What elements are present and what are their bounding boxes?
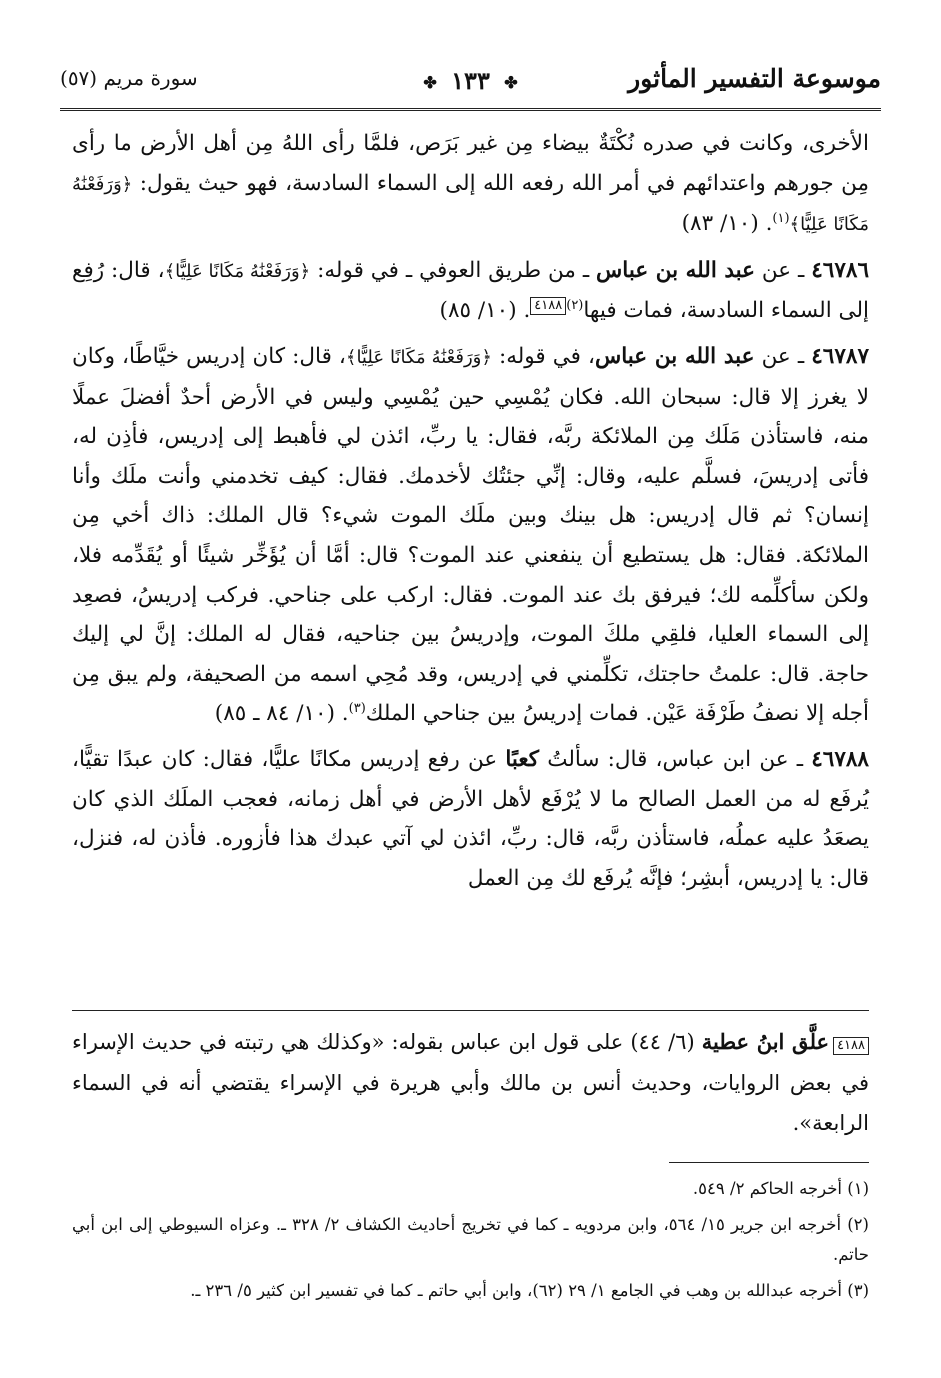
commentary-ref-box: ٤١٨٨ — [530, 297, 566, 315]
text-run: ـ عن — [761, 343, 805, 369]
footnote-divider — [669, 1162, 869, 1163]
commentary-lead: علَّق ابنُ عطية — [701, 1029, 830, 1054]
hadith-number: ٤٦٧٨٦ — [811, 257, 869, 283]
text-run: ـ عن ابن عباس، قال: سألتُ — [547, 746, 804, 772]
quran-quote: ﴿وَرَفَعْنَٰهُ مَكَانًا عَلِيًّا﴾ — [345, 346, 492, 368]
hadith-number: ٤٦٧٨٨ — [811, 746, 869, 772]
volume-reference: . (١٠/ ٨٥) — [439, 298, 531, 324]
commentary-divider — [72, 1010, 869, 1011]
narrator: عبد الله بن عباس — [595, 343, 755, 369]
text-run: عن رفع إدريس مكانًا عليًّا، فقال: كان عبدًا تقيًّا، يُرفَع له من العمل الصالح ما لا يُرْفَع لأهل الأرض في أهل زمانه، فعجب الملَك الذي كان يصعَدُ عليه عملُه، فاستأذن ربَّه، قال: ربِّ، ائذن لي آتي عبدك هذا فأزوره. فأذن له، فنزل، قال: يا إدريس، أبشِر؛ فإنَّه يُرفَع لك مِن العمل — [72, 746, 869, 891]
page-number: ١٣٣ — [451, 66, 490, 95]
text-run: ، قال: كان إدريس خيَّاطًا، وكان لا يغرز إلا قال: سبحان الله. فكان يُمْسِي حين يُمْسِي وليس في الأرض أحدٌ أفضلَ عملًا منه، فاستأذن مَلَك مِن الملائكة ربَّه، فقال: يا ربِّ، ائذن لي فأهبط إلى إدريس، فأذِن له، فأتى إدريسَ، فسلَّم عليه، وقال: إنِّي جئتُك لأخدمك. فقال: كيف تخدمني وأنت ملَك وأنا إنسان؟ ثم قال إدريس: هل بينك وبين ملَك الموت شيء؟ قال الملك: ذاك أخي مِن الملائكة. فقال: هل يستطيع أن ينفعني عند الموت؟ قال: أمَّا أن يُؤَخِّر شيئًا أو يُقَدِّمه فلا، ولكن سأكلِّمه لك؛ فيرفق بك عند الموت. فقال: اركب على جناحي. فركب إدريسُ، فصعِد إلى السماء العليا، فلقِي ملكَ الموت، وإدريسُ بين جناحيه، فقال له الملك: إنَّ لي إليك حاجة. قال: علمتُ حاجتك، تكلِّمني في إدريس، وقد مُحِي اسمه من الصحيفة، ولم يبق مِن أجله إلا نصفُ طَرْفَة عَيْن. فمات إدريسُ بين جناحي الملك — [72, 343, 869, 727]
footnote: (٢) أخرجه ابن جرير ١٥/ ٥٦٤، وابن مردويه ـ كما في تخريج أحاديث الكشاف ٢/ ٣٢٨ ـ. وعزاه السيوطي إلى ابن أبي حاتم. — [72, 1215, 869, 1264]
hadith-46786 — [72, 251, 869, 331]
surah-name: سورة مريم (٥٧) — [60, 66, 198, 90]
footnote: (١) أخرجه الحاكم ٢/ ٥٤٩. — [692, 1179, 869, 1198]
volume-reference: . (١٠/ ٨٣) — [681, 211, 773, 237]
hadith-46788 — [72, 740, 869, 898]
text-run: ، قال: رُفِع إلى السماء السادسة، فمات فيها — [72, 257, 869, 324]
hadith-46787 — [72, 337, 869, 734]
footnote-marker: (٢) — [566, 298, 584, 314]
commentary-text: (٦/ ٤٤) على قول ابن عباس بقوله: «وكذلك هي رتبته في حديث الإسراء في بعض الروايات، وحديث أنس بن مالك وأبي هريرة في الإسراء يقتضي أنه في السماء الرابعة». — [72, 1030, 869, 1135]
text-run: ـ عن — [761, 257, 805, 283]
narrator: عبد الله بن عباس — [596, 257, 755, 283]
paragraph — [72, 124, 869, 245]
ornament-icon: ✤ — [423, 73, 437, 92]
main-text — [72, 124, 869, 904]
footnotes — [72, 1174, 869, 1312]
hadith-number: ٤٦٧٨٧ — [811, 343, 869, 369]
text-run: ، في قوله: — [498, 343, 595, 369]
narrator: كعبًا — [505, 746, 540, 772]
footnote-marker: (٣) — [348, 701, 366, 717]
footnote-marker: (١) — [772, 211, 790, 227]
commentary — [72, 1022, 869, 1144]
volume-reference: . (١٠/ ٨٤ ـ ٨٥) — [214, 701, 349, 727]
book-title: موسوعة التفسير المأثور — [628, 64, 881, 93]
paragraph-text: الأخرى، وكانت في صدره نُكْتَةٌ بيضاء مِن غير بَرَص، فلمَّا رأى اللهُ مِن أهل الأرض ما رأى مِن جورهم واعتدائهم في أمر الله رفعه الله إلى السماء السادسة، فهو حيث يقول: — [72, 131, 869, 196]
ornament-icon: ✤ — [504, 73, 518, 92]
footnote: (٣) أخرجه عبدالله بن وهب في الجامع ١/ ٢٩ (٦٢)، وابن أبي حاتم ـ كما في تفسير ابن كثير ٥/ ٢٣٦ ـ. — [190, 1281, 869, 1300]
running-header — [60, 58, 881, 111]
quran-quote: ﴿وَرَفَعْنَٰهُ مَكَانًا عَلِيًّا﴾ — [72, 173, 869, 236]
commentary-number-box: ٤١٨٨ — [833, 1037, 869, 1055]
text-run: ـ من طريق العوفي ـ في قوله: — [317, 257, 590, 283]
quran-quote: ﴿وَرَفَعْنَٰهُ مَكَانًا عَلِيًّا﴾ — [164, 260, 311, 282]
